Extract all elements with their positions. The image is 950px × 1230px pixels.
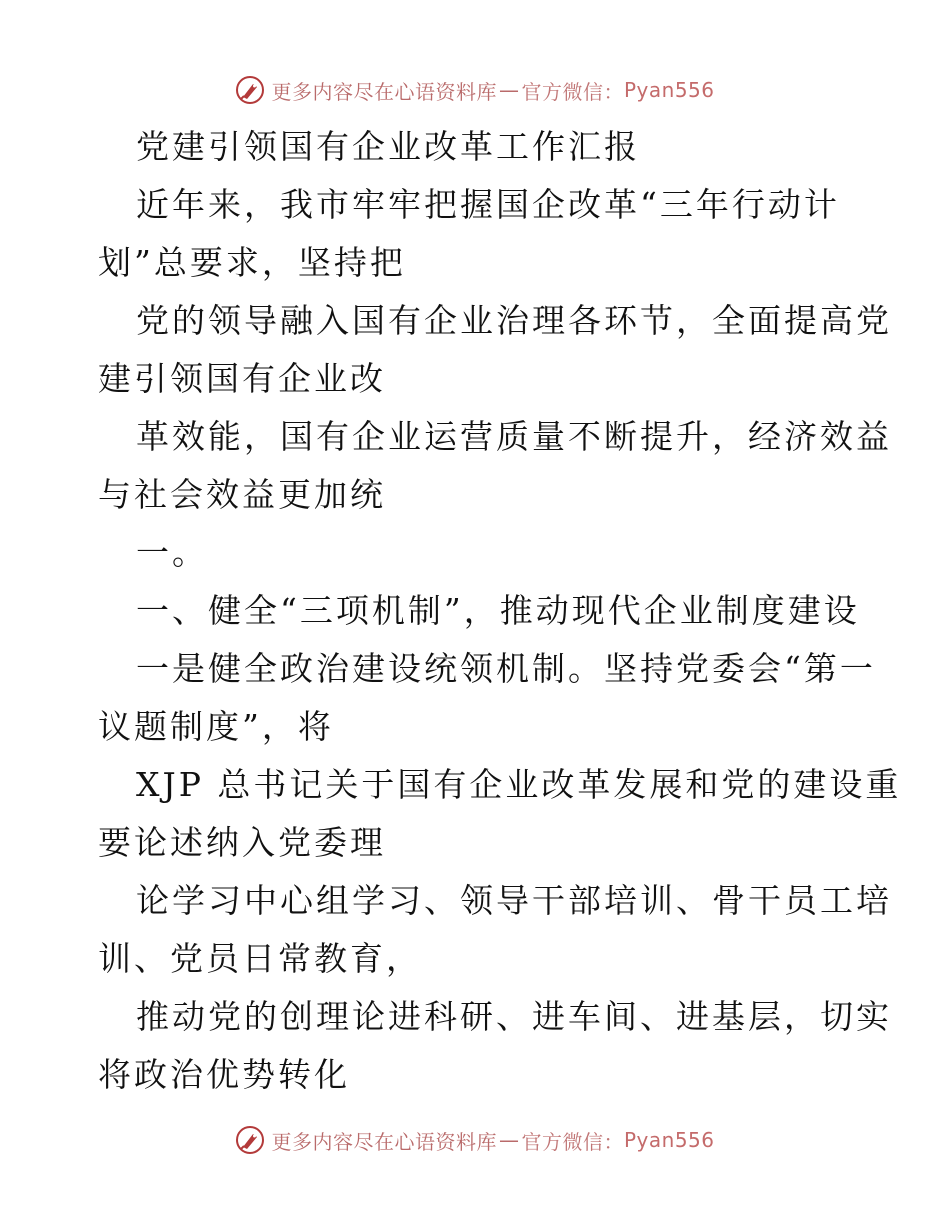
- pen-nib-logo-icon: [235, 75, 265, 105]
- body-line: 训、党员日常教育，: [98, 939, 422, 978]
- body-line: 近年来，我市牢牢把握国企改革“三年行动计: [136, 185, 840, 224]
- banner-dash: —: [498, 78, 520, 102]
- body-line: 党的领导融入国有企业治理各环节，全面提高党: [136, 301, 892, 340]
- header-banner: [0, 70, 950, 110]
- banner-wechat-id: Pyan556: [623, 78, 715, 102]
- banner-text: 更多内容尽在心语资料库: [271, 79, 497, 104]
- body-line: XJP 总书记关于国有企业改革发展和党的建设重: [136, 765, 902, 804]
- body-line: 与社会效益更加统: [98, 475, 386, 514]
- banner-dash: —: [498, 1128, 520, 1152]
- banner-wechat-label: 官方微信：: [521, 79, 624, 104]
- body-line: 议题制度”，将: [98, 707, 334, 746]
- body-line: 建引领国有企业改: [98, 359, 386, 398]
- banner-wechat-label: 官方微信：: [521, 1129, 624, 1154]
- body-line: 一是健全政治建设统领机制。坚持党委会“第一: [136, 649, 876, 688]
- banner-wechat-id: Pyan556: [623, 1128, 715, 1152]
- footer-banner: [0, 1120, 950, 1160]
- body-line: 划”总要求，坚持把: [98, 243, 406, 282]
- body-line: 推动党的创理论进科研、进车间、进基层，切实: [136, 997, 892, 1036]
- document-title: 党建引领国有企业改革工作汇报: [136, 127, 640, 166]
- body-line: 将政治优势转化: [98, 1055, 350, 1094]
- body-line: 要论述纳入党委理: [98, 823, 386, 862]
- document-body: [98, 118, 902, 1104]
- body-line: 论学习中心组学习、领导干部培训、骨干员工培: [136, 881, 892, 920]
- pen-nib-logo-icon: [235, 1125, 265, 1155]
- body-line: 一。: [136, 533, 208, 572]
- banner-text: 更多内容尽在心语资料库: [271, 1129, 497, 1154]
- body-line: 革效能，国有企业运营质量不断提升，经济效益: [136, 417, 892, 456]
- section-heading: 一、健全“三项机制”，推动现代企业制度建设: [136, 591, 860, 630]
